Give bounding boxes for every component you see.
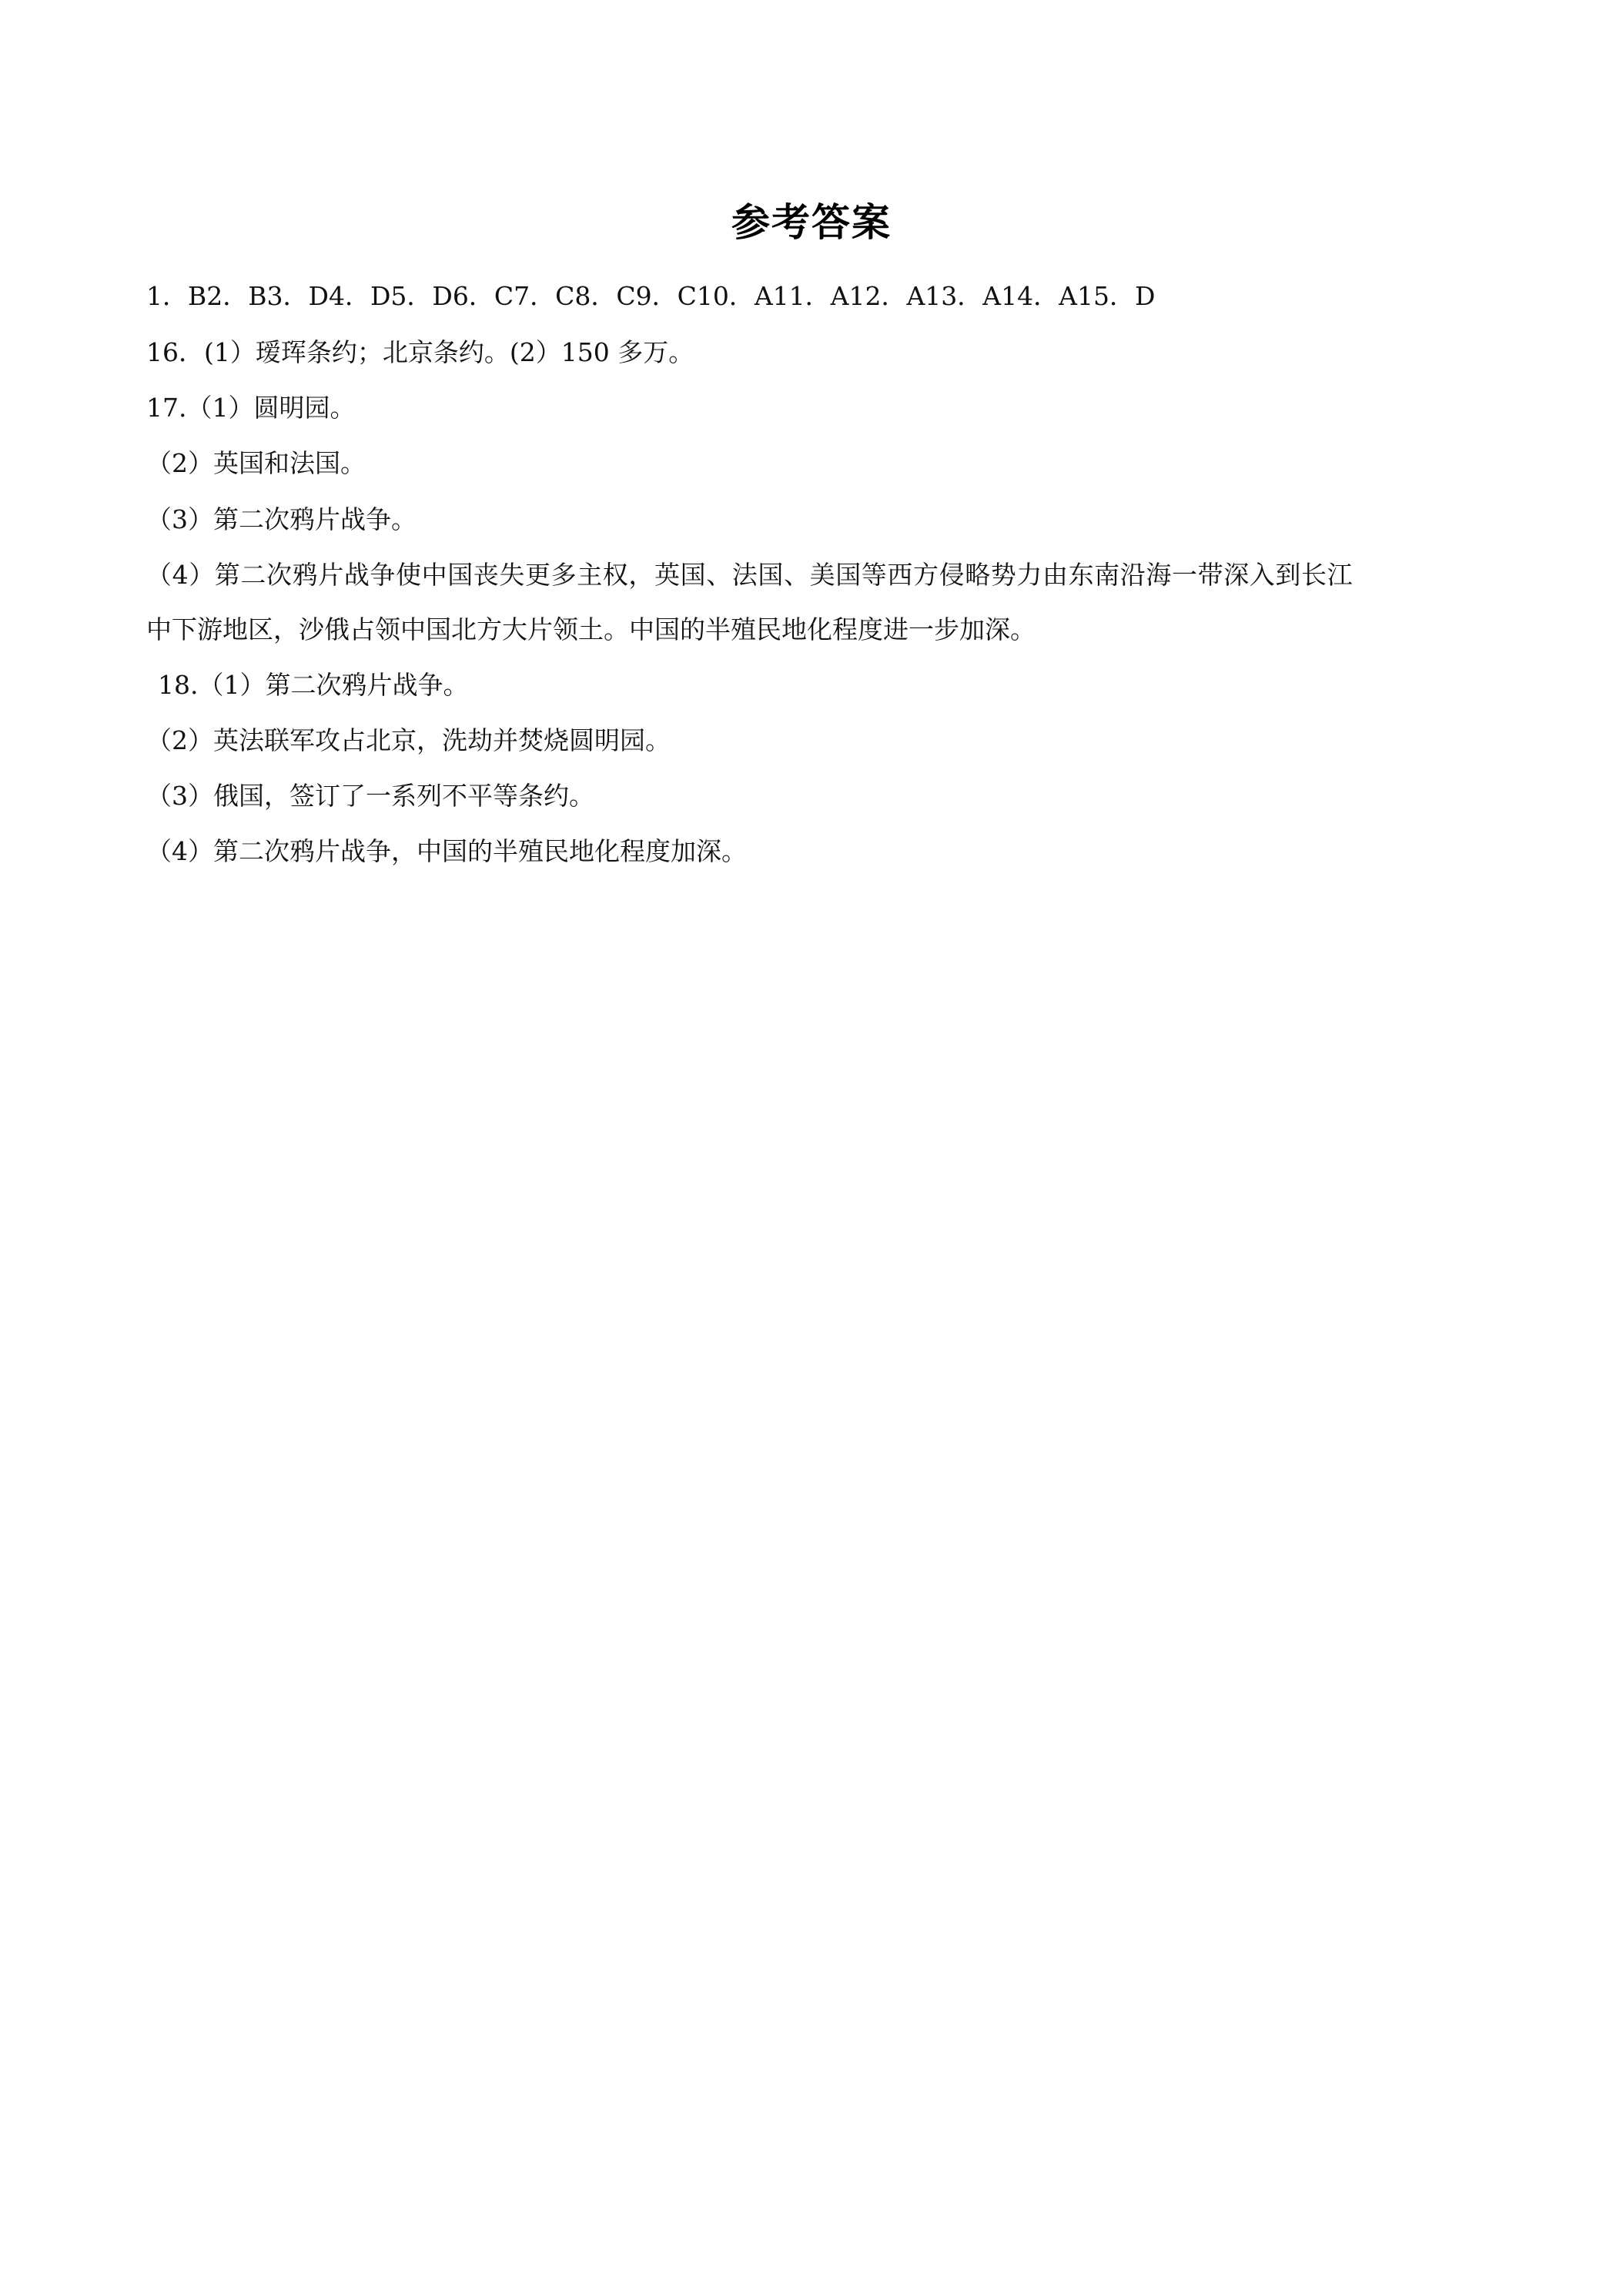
- answer-line-17-4a: （4）第二次鸦片战争使中国丧失更多主权，英国、法国、美国等西方侵略势力由东南沿海一带深入到长江: [146, 560, 1354, 590]
- answer-line-16: 16．(1）瑷珲条约；北京条约。(2）150 多万。: [146, 337, 694, 367]
- answer-line-choice: 1．B2．B3．D4．D5．D6．C7．C8．C9．C10．A11．A12．A13．A14．A15．D: [146, 281, 1156, 311]
- answer-line-17-1: 17.（1）圆明园。: [146, 393, 356, 423]
- answer-line-17-2: （2）英国和法国。: [146, 448, 366, 478]
- answer-line-17-3: （3）第二次鸦片战争。: [146, 504, 417, 534]
- page-title: 参考答案: [731, 200, 892, 245]
- answer-line-18-2: （2）英法联军攻占北京，洗劫并焚烧圆明园。: [146, 725, 671, 755]
- answer-line-18-3: （3）俄国，签订了一系列不平等条约。: [146, 781, 594, 811]
- answer-line-18-1: 18.（1）第二次鸦片战争。: [158, 670, 469, 700]
- answer-line-17-4b: 中下游地区，沙俄占领中国北方大片领土。中国的半殖民地化程度进一步加深。: [146, 614, 1036, 644]
- answer-line-18-4: （4）第二次鸦片战争，中国的半殖民地化程度加深。: [146, 836, 747, 866]
